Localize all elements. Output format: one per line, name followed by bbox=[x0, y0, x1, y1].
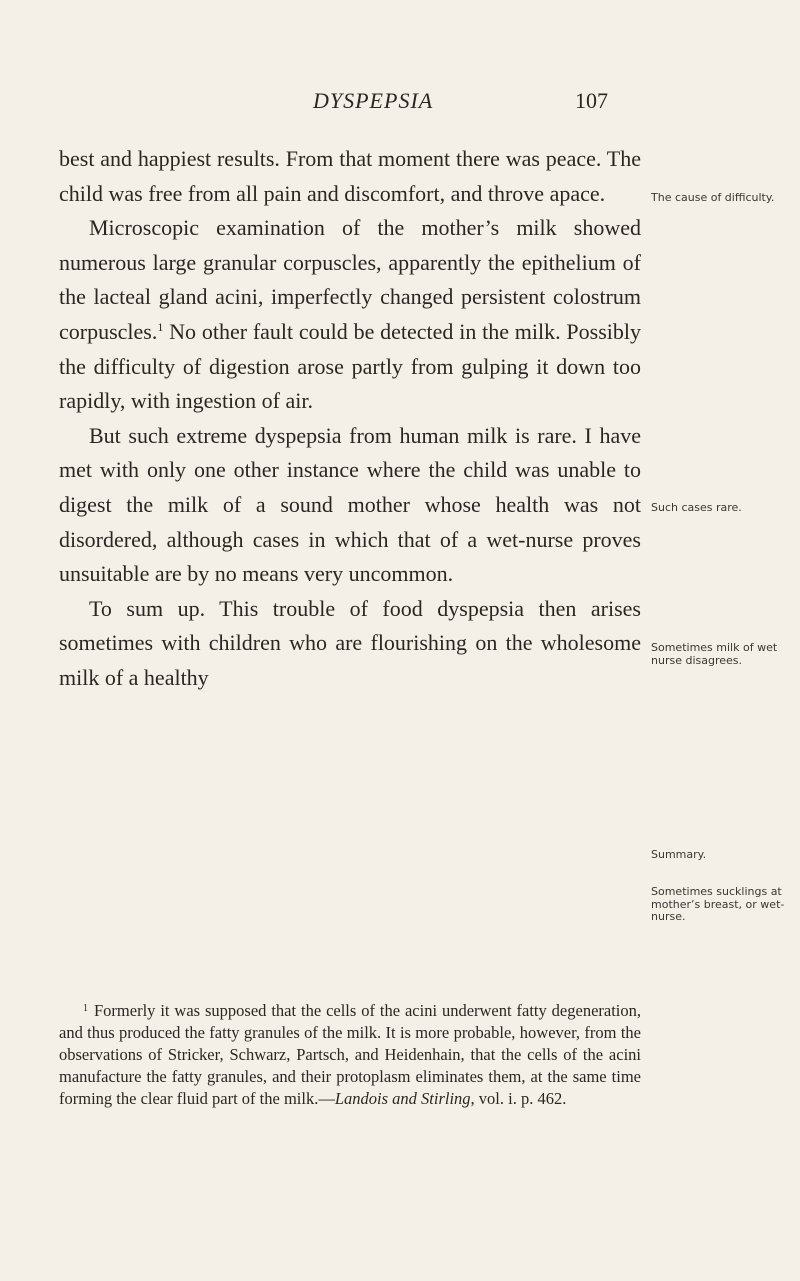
margin-note: The cause of difficulty. bbox=[651, 191, 775, 204]
paragraph: best and happiest results. From that moment there was peace. The child was free from all pain and discomfort, and throve apace. bbox=[59, 146, 641, 206]
paragraph: To sum up. This trouble of food dyspepsia then arises sometimes with children who are flourishing on the wholesome milk of a healthy bbox=[59, 595, 641, 690]
running-head: DYSPEPSIA bbox=[313, 88, 434, 113]
body-text bbox=[59, 142, 641, 696]
paragraph: But such extreme dyspepsia from human milk is rare. I have met with only one other instance where the child was unable to digest the milk of a sound mother whose health was not disordered, although cases in which that of a wet-nurse proves unsuitable are by no means very uncommon. bbox=[59, 422, 641, 587]
paragraph bbox=[59, 211, 641, 419]
footnote-text: Formerly it was supposed that the cells of the acini underwent fatty degeneration, and thus produced the fatty granules of the milk. It is more probable, however, from the observations of Stricker, Schwarz, Partsch, and Heidenhain, that the cells of the acini manufacture the fatty granules, and their protoplasm eliminates them, at the same time forming the clear fluid part of the milk.— bbox=[59, 1001, 641, 1108]
paragraph-text: No other fault could be detected in the milk. Possibly the difficulty of digestion arose partly from gulping it down too rapidly, with ingestion of air. bbox=[59, 318, 641, 414]
footnote-citation-tail: , vol. i. p. 462. bbox=[470, 1089, 567, 1108]
margin-note: Sometimes sucklings at mother’s breast, or wet-nurse. bbox=[651, 885, 785, 923]
footnote bbox=[59, 998, 641, 1110]
footnote-mark: 1 bbox=[83, 1003, 88, 1014]
margin-note: Summary. bbox=[651, 848, 707, 861]
footnotes bbox=[59, 998, 641, 1110]
page-number: 107 bbox=[575, 88, 608, 113]
page-header bbox=[0, 88, 800, 128]
footnote-citation: Landois and Stirling bbox=[334, 1089, 471, 1108]
footnote-reference: 1 bbox=[157, 319, 164, 334]
margin-note: Such cases rare. bbox=[651, 501, 742, 514]
paragraph-text: Microscopic examination of the mother’s milk showed numerous large granular corpuscles, apparently the epithelium of the lacteal gland acini, imperfectly changed persistent colostrum corpuscles. bbox=[59, 215, 641, 344]
margin-note: Sometimes milk of wet nurse disagrees. bbox=[651, 641, 778, 667]
